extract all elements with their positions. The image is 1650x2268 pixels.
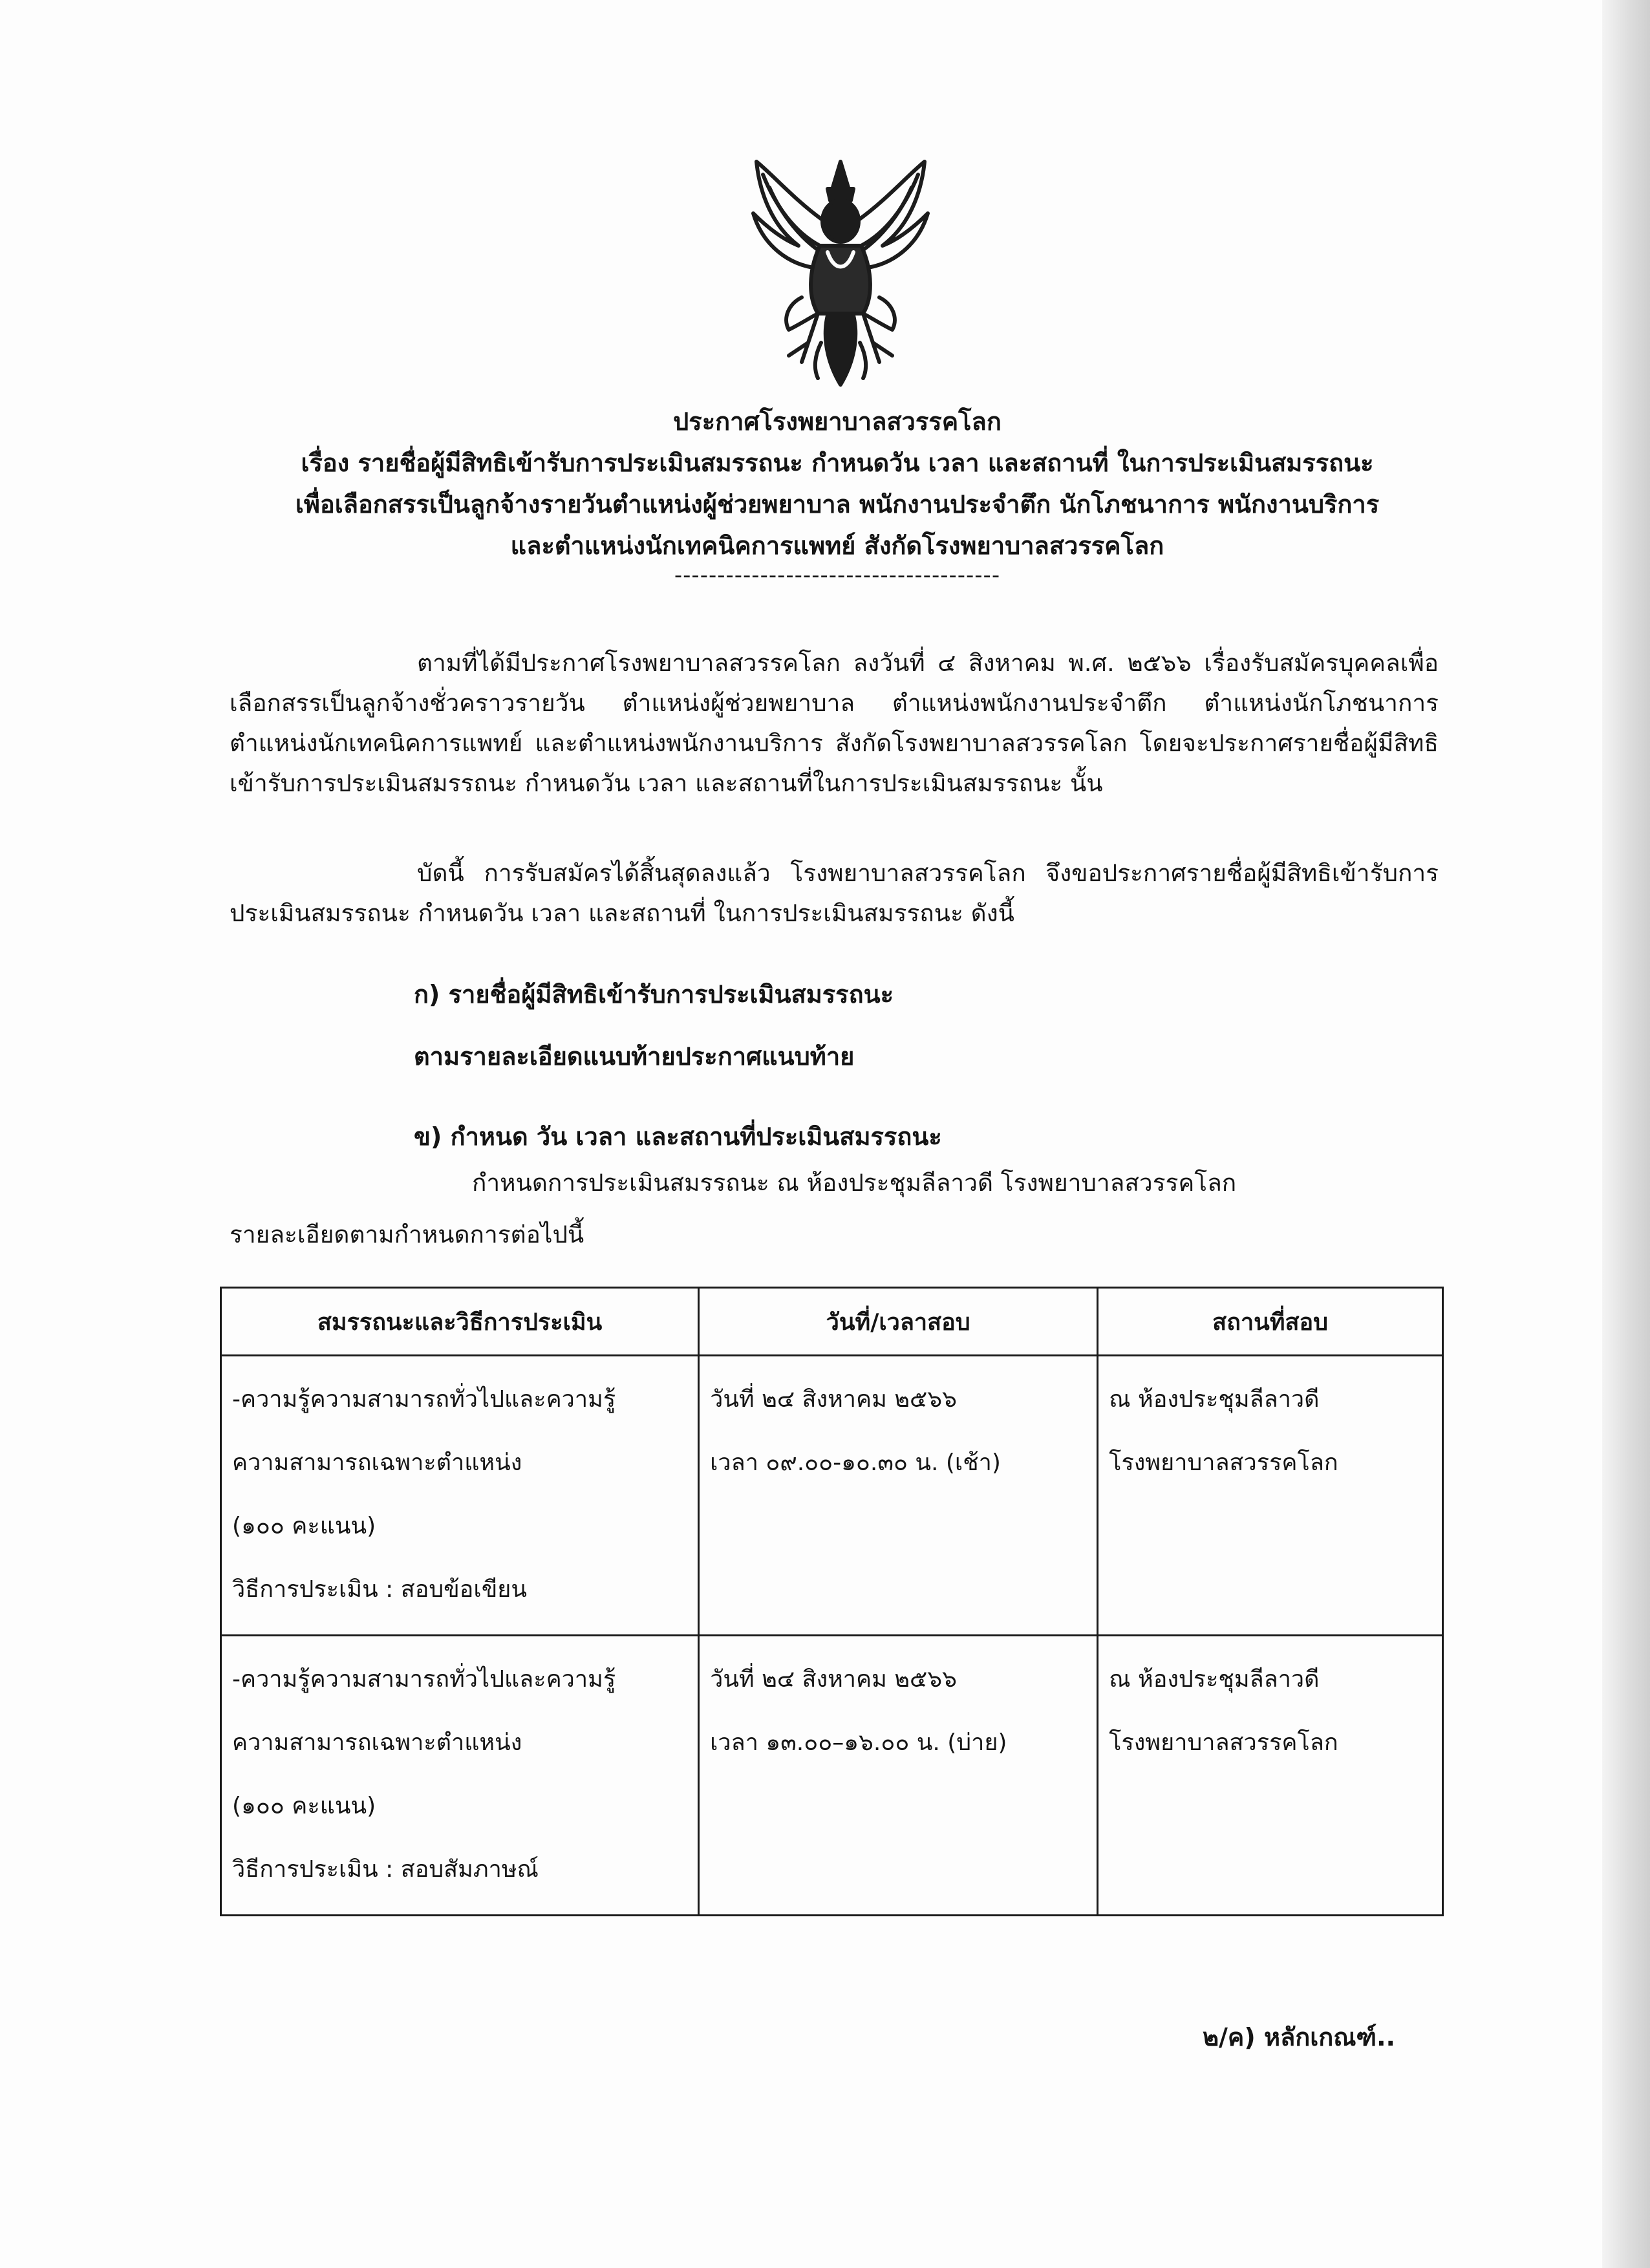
title-line-2: เรื่อง รายชื่อผู้มีสิทธิเข้ารับการประเมินสมรรถนะ กำหนดวัน เวลา และสถานที่ ในการประเมินสมรรถนะ [301, 449, 1374, 477]
cell-text: วิธีการประเมิน : สอบสัมภาษณ์ [232, 1856, 539, 1883]
cell-text: วันที่ ๒๔ สิงหาคม ๒๕๖๖ [710, 1666, 957, 1693]
table-row [221, 1356, 1443, 1636]
cell-text: โรงพยาบาลสวรรคโลก [1109, 1729, 1338, 1756]
section-a-detail: ตามรายละเอียดแนบท้ายประกาศแนบท้าย [414, 1042, 855, 1071]
table-header-row [221, 1288, 1443, 1356]
cell-place [1098, 1356, 1443, 1636]
cell-text: วิธีการประเมิน : สอบข้อเขียน [232, 1576, 528, 1603]
notice-paragraph [230, 853, 1439, 934]
header-datetime: วันที่/เวลาสอบ [699, 1288, 1098, 1356]
cell-text: ณ ห้องประชุมลีลาวดี [1109, 1666, 1320, 1693]
table-row [221, 1636, 1443, 1916]
garuda-emblem-icon [737, 149, 944, 394]
title-line-3: เพื่อเลือกสรรเป็นลูกจ้างรายวันตำแหน่งผู้ช่วยพยาบาล พนักงานประจำตึก นักโภชนาการ พนักงานบริการ [295, 490, 1380, 519]
title-line-1: ประกาศโรงพยาบาลสวรรคโลก [673, 407, 1002, 436]
cell-text: -ความรู้ความสามารถทั่วไปและความรู้ [232, 1386, 616, 1413]
cell-competency [221, 1636, 699, 1916]
header-competency: สมรรถนะและวิธีการประเมิน [221, 1288, 699, 1356]
cell-text: วันที่ ๒๔ สิงหาคม ๒๕๖๖ [710, 1386, 957, 1413]
next-page-reference: ๒/ค) หลักเกณฑ์.. [1203, 2023, 1395, 2051]
title-line-4: และตำแหน่งนักเทคนิคการแพทย์ สังกัดโรงพยาบาลสวรรคโลก [510, 531, 1164, 560]
cell-competency [221, 1356, 699, 1636]
cell-datetime [699, 1356, 1098, 1636]
announcement-title [207, 401, 1468, 588]
cell-text: (๑๐๐ คะแนน) [232, 1513, 376, 1539]
intro-paragraph [230, 643, 1439, 804]
section-b-line-1: กำหนดการประเมินสมรรถนะ ณ ห้องประชุมลีลาวดี โรงพยาบาลสวรรคโลก [472, 1169, 1237, 1197]
scan-edge-shadow [1602, 0, 1650, 2268]
section-a-heading: ก) รายชื่อผู้มีสิทธิเข้ารับการประเมินสมรรถนะ [414, 980, 894, 1009]
notice-paragraph-text: บัดนี้ การรับสมัครได้สิ้นสุดลงแล้ว โรงพยาบาลสวรรคโลก จึงขอประกาศรายชื่อผู้มีสิทธิเข้ารับการประเมินสมรรถนะ กำหนดวัน เวลา และสถานที่ ในการประเมินสมรรถนะ ดังนี้ [230, 859, 1439, 927]
cell-text: โรงพยาบาลสวรรคโลก [1109, 1450, 1338, 1476]
cell-datetime [699, 1636, 1098, 1916]
cell-text: เวลา ๑๓.๐๐–๑๖.๐๐ น. (บ่าย) [710, 1729, 1007, 1756]
intro-paragraph-text: ตามที่ได้มีประกาศโรงพยาบาลสวรรคโลก ลงวันที่ ๔ สิงหาคม พ.ศ. ๒๕๖๖ เรื่องรับสมัครบุคคลเพื่อเลือกสรรเป็นลูกจ้างชั่วคราวรายวัน ตำแหน่งผู้ช่วยพยาบาล ตำแหน่งพนักงานประจำตึก ตำแหน่งนักโภชนาการ ตำแหน่งนักเทคนิคการแพทย์ และตำแหน่งพนักงานบริการ สังกัดโรงพยาบาลสวรรคโลก โดยจะประกาศรายชื่อผู้มีสิทธิเข้ารับการประเมินสมรรถนะ กำหนดวัน เวลา และสถานที่ในการประเมินสมรรถนะ นั้น [230, 649, 1439, 797]
cell-text: ความสามารถเฉพาะตำแหน่ง [232, 1729, 522, 1756]
title-divider: -------------------------------------- [674, 562, 1001, 588]
cell-place [1098, 1636, 1443, 1916]
cell-text: ณ ห้องประชุมลีลาวดี [1109, 1386, 1320, 1413]
header-place: สถานที่สอบ [1098, 1288, 1443, 1356]
schedule-table [220, 1287, 1444, 1916]
cell-text: (๑๐๐ คะแนน) [232, 1793, 376, 1819]
cell-text: ความสามารถเฉพาะตำแหน่ง [232, 1450, 522, 1476]
section-b-line-2: รายละเอียดตามกำหนดการต่อไปนี้ [230, 1221, 584, 1248]
cell-text: -ความรู้ความสามารถทั่วไปและความรู้ [232, 1666, 616, 1693]
section-b-heading: ข) กำหนด วัน เวลา และสถานที่ประเมินสมรรถนะ [414, 1122, 942, 1151]
cell-text: เวลา ๐๙.๐๐-๑๐.๓๐ น. (เช้า) [710, 1450, 1001, 1476]
